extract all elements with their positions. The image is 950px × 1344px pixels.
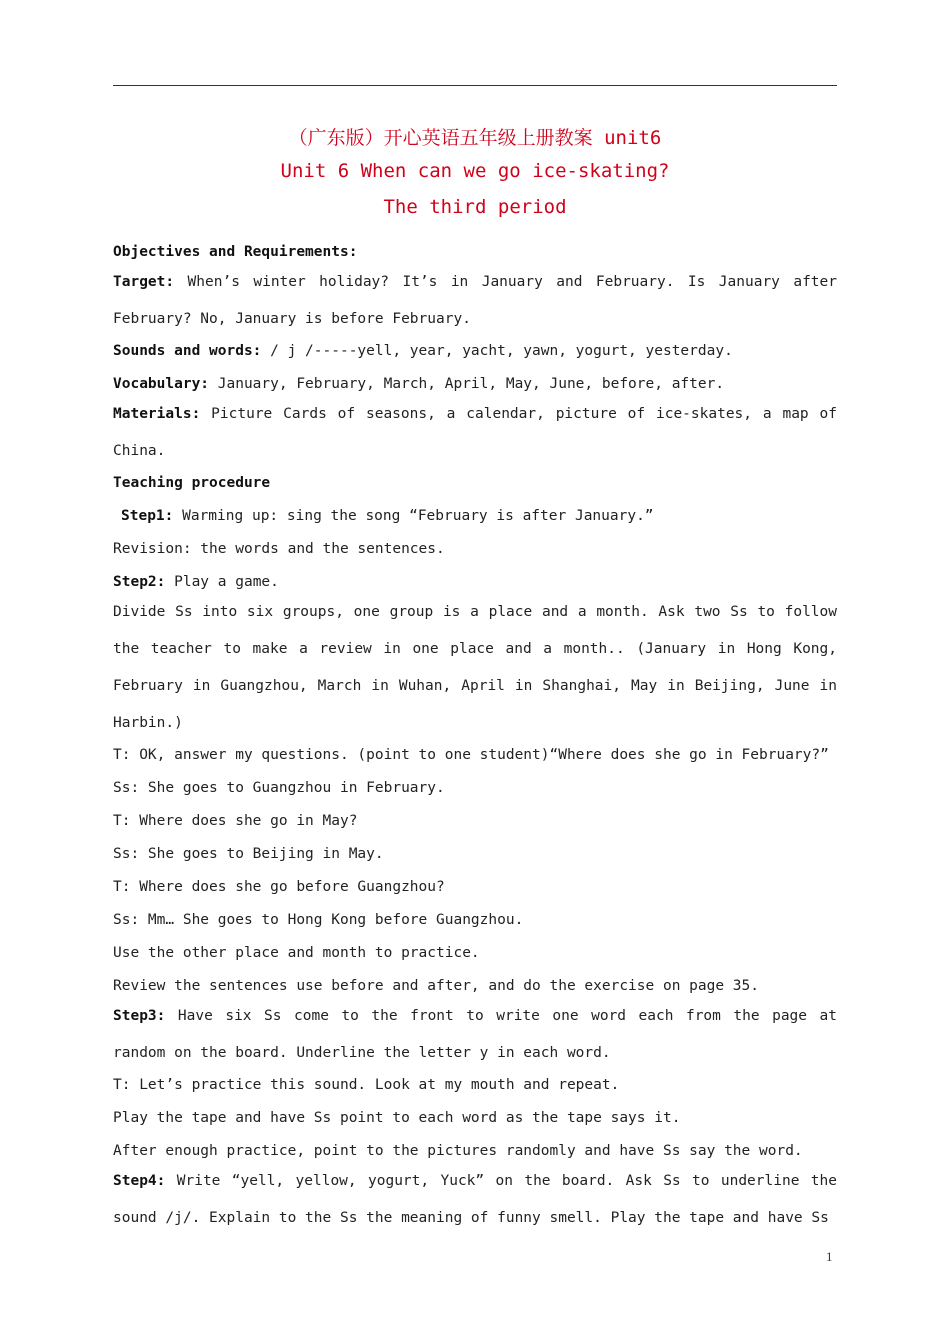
- page-number: 1: [826, 1249, 833, 1264]
- objectives-heading: Objectives and Requirements:: [113, 243, 358, 260]
- vocabulary-label: Vocabulary:: [113, 375, 210, 392]
- step4-text: Write “yell, yellow, yogurt, Yuck” on the board. Ask Ss to underline the sound /j/. Explain to the Ss the meaning of funny smell. Play the tape and have Ss: [113, 1173, 837, 1226]
- materials-text: Picture Cards of seasons, a calendar, picture of ice-skates, a map of China.: [113, 406, 837, 459]
- step3-paragraph: [113, 998, 837, 1072]
- target-paragraph: [113, 264, 837, 338]
- materials-label: Materials:: [113, 406, 201, 422]
- procedure-heading: Teaching procedure: [113, 474, 271, 491]
- sounds-paragraph: [113, 334, 837, 367]
- step1-label: Step1:: [121, 507, 174, 524]
- dialog-line: T: Where does she go in May?: [113, 812, 358, 829]
- step2-text: Play a game.: [165, 573, 279, 590]
- dialog-line: Review the sentences use before and after, and do the exercise on page 35.: [113, 977, 760, 994]
- step4-paragraph: [113, 1163, 837, 1237]
- dialog-line: T: Where does she go before Guangzhou?: [113, 878, 445, 895]
- vocabulary-text: January, February, March, April, May, June, before, after.: [209, 375, 725, 392]
- dialog-line: Ss: She goes to Guangzhou in February.: [113, 779, 445, 796]
- divide-paragraph: Divide Ss into six groups, one group is a place and a month. Ask two Ss to follow the teacher to make a review in one place and a month.. (January in Hong Kong, February in Guangzhou, March in Wuhan, April in Shanghai, May in Beijing, June in Harbin.): [113, 604, 837, 731]
- document-title-chinese: （广东版）开心英语五年级上册教案 unit6: [288, 127, 662, 149]
- step3-label: Step3:: [113, 1008, 166, 1024]
- materials-paragraph: [113, 396, 837, 470]
- dialog-line: Ss: Mm… She goes to Hong Kong before Guangzhou.: [113, 911, 524, 928]
- step1-paragraph: [113, 499, 837, 532]
- step1-text: Warming up: sing the song “February is after January.”: [173, 507, 654, 524]
- step3-line: T: Let’s practice this sound. Look at my mouth and repeat.: [113, 1076, 620, 1093]
- header-rule: [113, 85, 837, 86]
- sounds-text: / j /-----yell, year, yacht, yawn, yogurt, yesterday.: [261, 342, 733, 359]
- step2-label: Step2:: [113, 573, 166, 590]
- lesson-body: [113, 235, 837, 1233]
- step3-text: Have six Ss come to the front to write one word each from the page at random on the board. Underline the letter y in each word.: [113, 1008, 837, 1061]
- document-title-period: The third period: [383, 196, 567, 218]
- target-text: When’s winter holiday? It’s in January and February. Is January after February? No, January is before February.: [113, 274, 837, 327]
- dialog-line: Ss: She goes to Beijing in May.: [113, 845, 384, 862]
- dialog-line: T: OK, answer my questions. (point to one student)“Where does she go in February?”: [113, 746, 829, 763]
- step3-line: After enough practice, point to the pictures randomly and have Ss say the word.: [113, 1142, 803, 1159]
- sounds-label: Sounds and words:: [113, 342, 262, 359]
- revision-line: Revision: the words and the sentences.: [113, 540, 445, 557]
- step4-label: Step4:: [113, 1173, 166, 1189]
- target-label: Target:: [113, 274, 175, 290]
- step3-line: Play the tape and have Ss point to each word as the tape says it.: [113, 1109, 681, 1126]
- dialog-line: Use the other place and month to practice.: [113, 944, 480, 961]
- document-title-unit: Unit 6 When can we go ice-skating?: [280, 160, 670, 182]
